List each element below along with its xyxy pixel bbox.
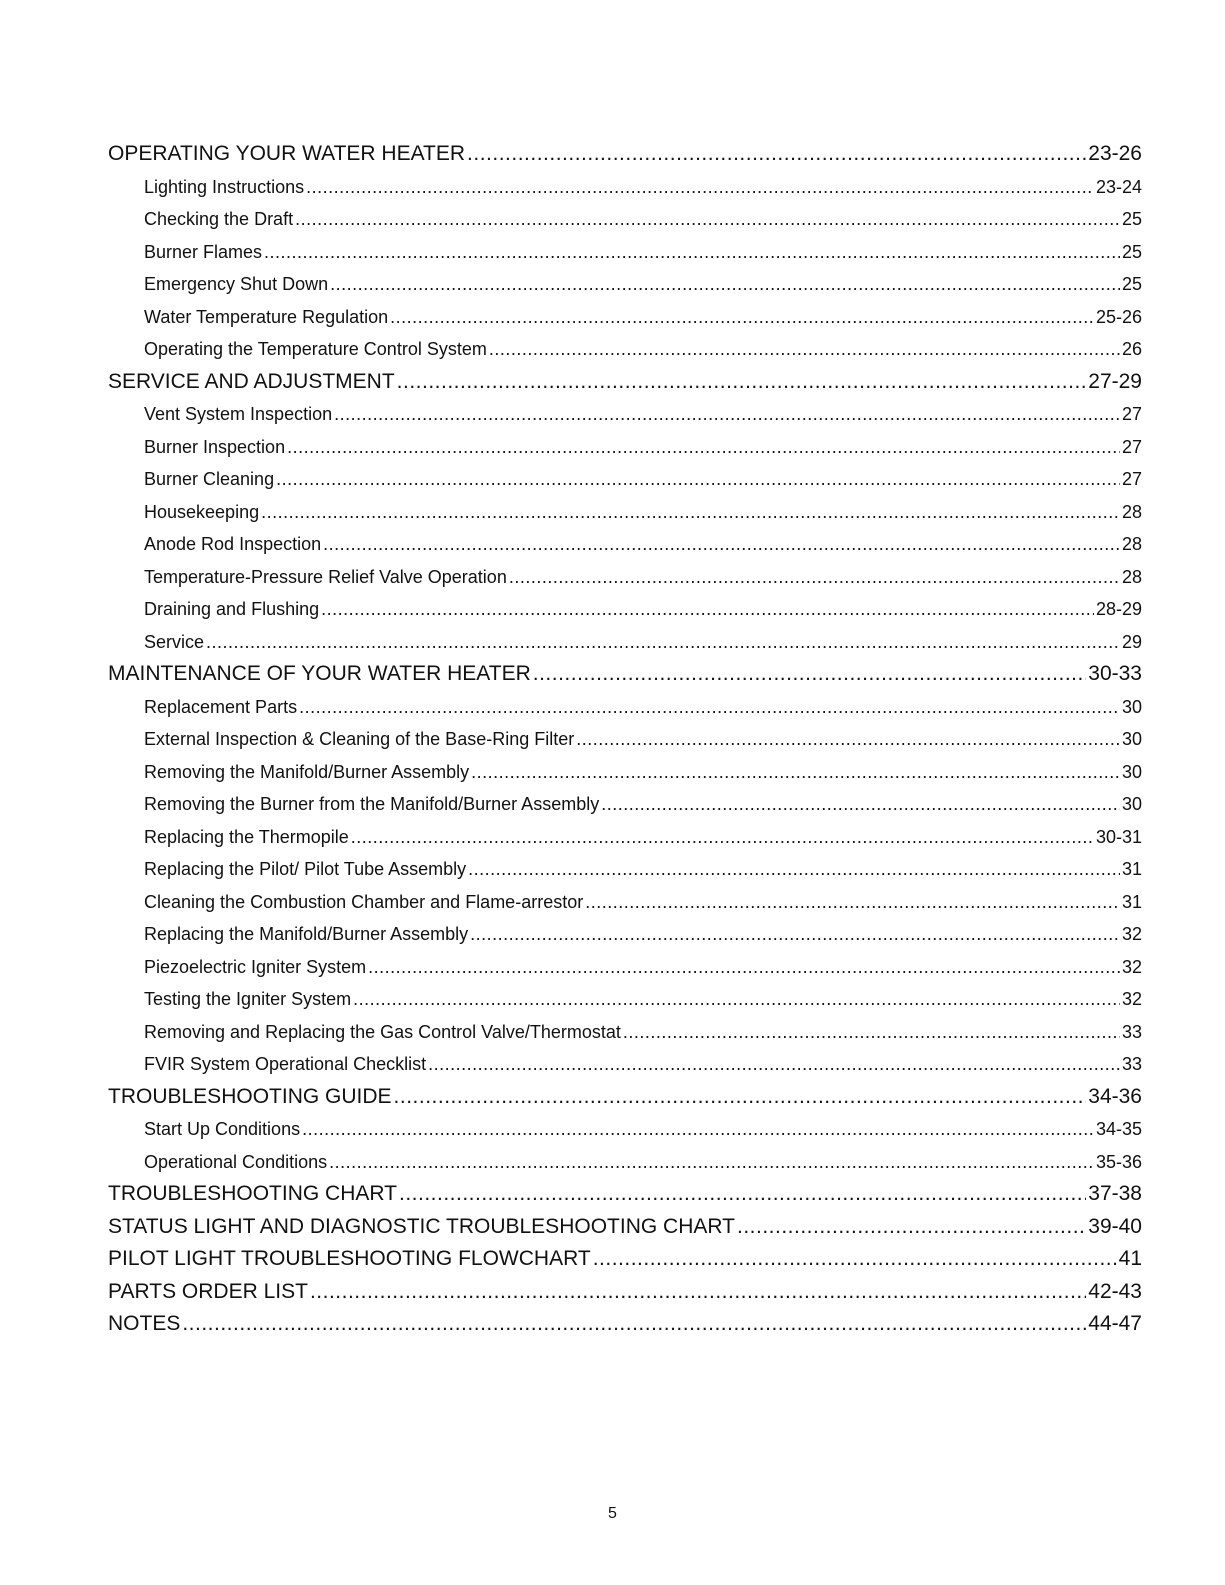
toc-subsection-entry (108, 1113, 1142, 1146)
dot-leader (310, 1276, 1086, 1309)
toc-subsection-entry (108, 171, 1142, 204)
dot-leader (601, 788, 1120, 821)
dot-leader (299, 691, 1120, 724)
dot-leader (623, 1016, 1120, 1049)
toc-entry-page: 25 (1121, 241, 1142, 262)
dot-leader (261, 496, 1120, 529)
toc-subsection-entry (108, 886, 1142, 919)
toc-entry-page: 33 (1121, 1054, 1142, 1074)
dot-leader (428, 1048, 1120, 1081)
toc-subsection-entry (108, 626, 1142, 659)
toc-section-entry (108, 1178, 1142, 1211)
toc-entry-page: 30 (1121, 794, 1142, 814)
toc-entry-title: Burner Flames (144, 241, 263, 262)
toc-entry-title: Checking the Draft (144, 209, 294, 229)
dot-leader (368, 951, 1120, 984)
dot-leader (509, 561, 1120, 594)
toc-entry-title: External Inspection & Cleaning of the Base-Ring Filter (144, 729, 575, 749)
toc-entry-title: Housekeeping (144, 501, 260, 522)
toc-entry-title: STATUS LIGHT AND DIAGNOSTIC TROUBLESHOOTING CHART (108, 1214, 735, 1238)
toc-entry-title: Emergency Shut Down (144, 274, 329, 294)
dot-leader (329, 1146, 1094, 1179)
toc-entry-page: 26 (1121, 339, 1142, 359)
toc-subsection-entry (108, 983, 1142, 1016)
toc-entry-title: Removing the Manifold/Burner Assembly (144, 761, 470, 782)
dot-leader (390, 301, 1094, 334)
dot-leader (264, 236, 1120, 269)
toc-section-entry (108, 1211, 1142, 1244)
toc-section-entry (108, 1308, 1142, 1341)
toc-subsection-entry (108, 756, 1142, 789)
toc-entry-page: 25 (1121, 209, 1142, 229)
toc-entry-page: 33 (1121, 1021, 1142, 1042)
toc-section-entry (108, 658, 1142, 691)
toc-entry-title: NOTES (108, 1312, 181, 1335)
toc-entry-page: 34-35 (1095, 1119, 1142, 1139)
toc-subsection-entry (108, 236, 1142, 269)
toc-entry-page: 23-26 (1088, 142, 1142, 165)
toc-entry-title: Anode Rod Inspection (144, 534, 322, 554)
toc-subsection-entry (108, 691, 1142, 724)
toc-entry-page: 27 (1121, 404, 1142, 424)
dot-leader (287, 431, 1120, 464)
toc-entry-title: FVIR System Operational Checklist (144, 1054, 427, 1074)
toc-entry-page: 30 (1121, 696, 1142, 717)
dot-leader (397, 366, 1087, 399)
toc-entry-page: 28-29 (1095, 599, 1142, 619)
toc-entry-page: 32 (1121, 924, 1142, 944)
toc-subsection-entry (108, 593, 1142, 626)
toc-entry-page: 29 (1121, 631, 1142, 652)
toc-subsection-entry (108, 268, 1142, 301)
toc-entry-title: Burner Cleaning (144, 469, 275, 489)
toc-entry-page: 27 (1121, 469, 1142, 489)
dot-leader (334, 398, 1120, 431)
toc-entry-page: 35-36 (1095, 1151, 1142, 1172)
toc-subsection-entry (108, 1016, 1142, 1049)
toc-subsection-entry (108, 723, 1142, 756)
toc-subsection-entry (108, 788, 1142, 821)
toc-subsection-entry (108, 561, 1142, 594)
toc-subsection-entry (108, 496, 1142, 529)
dot-leader (470, 918, 1120, 951)
toc-entry-title: SERVICE AND ADJUSTMENT (108, 369, 395, 393)
dot-leader (323, 528, 1120, 561)
toc-entry-page: 30-31 (1095, 826, 1142, 847)
toc-entry-title: PARTS ORDER LIST (108, 1279, 308, 1303)
toc-subsection-entry (108, 853, 1142, 886)
toc-subsection-entry (108, 918, 1142, 951)
dot-leader (468, 853, 1120, 886)
toc-subsection-entry (108, 528, 1142, 561)
toc-entry-page: 44-47 (1088, 1312, 1142, 1335)
toc-section-entry (108, 1276, 1142, 1309)
toc-entry-title: Replacing the Manifold/Burner Assembly (144, 924, 469, 944)
toc-subsection-entry (108, 1146, 1142, 1179)
toc-entry-title: TROUBLESHOOTING CHART (108, 1182, 397, 1205)
dot-leader (399, 1178, 1086, 1211)
toc-subsection-entry (108, 398, 1142, 431)
toc-entry-title: MAINTENANCE OF YOUR WATER HEATER (108, 662, 531, 685)
toc-entry-page: 37-38 (1088, 1182, 1142, 1205)
toc-entry-title: Draining and Flushing (144, 599, 320, 619)
toc-entry-page: 30-33 (1088, 662, 1142, 685)
toc-entry-title: Vent System Inspection (144, 404, 333, 424)
toc-subsection-entry (108, 333, 1142, 366)
toc-entry-title: Start Up Conditions (144, 1119, 301, 1139)
toc-entry-page: 23-24 (1095, 176, 1142, 197)
dot-leader (471, 756, 1120, 789)
toc-entry-page: 42-43 (1088, 1279, 1142, 1303)
toc-entry-page: 28 (1121, 501, 1142, 522)
toc-subsection-entry (108, 951, 1142, 984)
dot-leader (737, 1211, 1086, 1244)
toc-entry-title: Service (144, 631, 205, 652)
toc-entry-title: Replacing the Thermopile (144, 826, 349, 847)
toc-entry-page: 32 (1121, 956, 1142, 977)
dot-leader (533, 658, 1087, 691)
toc-entry-page: 27-29 (1088, 369, 1142, 393)
toc-entry-title: OPERATING YOUR WATER HEATER (108, 142, 466, 165)
toc-subsection-entry (108, 463, 1142, 496)
toc-entry-title: Operating the Temperature Control System (144, 339, 487, 359)
toc-section-entry (108, 1081, 1142, 1114)
toc-entry-page: 28 (1121, 566, 1142, 587)
toc-entry-title: Burner Inspection (144, 436, 286, 457)
toc-entry-page: 30 (1121, 761, 1142, 782)
toc-entry-page: 41 (1118, 1247, 1142, 1270)
toc-entry-title: Water Temperature Regulation (144, 306, 389, 327)
toc-entry-page: 28 (1121, 534, 1142, 554)
toc-entry-page: 25-26 (1095, 306, 1142, 327)
toc-entry-page: 39-40 (1088, 1214, 1142, 1238)
dot-leader (489, 333, 1120, 366)
dot-leader (585, 886, 1120, 919)
toc-subsection-entry (108, 1048, 1142, 1081)
toc-entry-title: PILOT LIGHT TROUBLESHOOTING FLOWCHART (108, 1247, 591, 1270)
toc-entry-page: 31 (1121, 859, 1142, 879)
dot-leader (353, 983, 1120, 1016)
dot-leader (593, 1243, 1117, 1276)
toc-section-entry (108, 366, 1142, 399)
toc-entry-title: Temperature-Pressure Relief Valve Operation (144, 566, 507, 587)
toc-entry-title: Operational Conditions (144, 1151, 328, 1172)
dot-leader (394, 1081, 1087, 1114)
toc-entry-page: 31 (1121, 891, 1142, 912)
toc-entry-page: 34-36 (1088, 1084, 1142, 1108)
toc-entry-page: 30 (1121, 729, 1142, 749)
dot-leader (351, 821, 1094, 854)
toc-entry-title: TROUBLESHOOTING GUIDE (108, 1084, 392, 1108)
dot-leader (467, 138, 1086, 171)
dot-leader (302, 1113, 1094, 1146)
toc-subsection-entry (108, 431, 1142, 464)
dot-leader (306, 171, 1094, 204)
dot-leader (276, 463, 1120, 496)
toc-entry-title: Lighting Instructions (144, 176, 305, 197)
toc-entry-title: Testing the Igniter System (144, 989, 352, 1009)
page-number: 5 (608, 1505, 617, 1522)
dot-leader (206, 626, 1120, 659)
toc-entry-page: 32 (1121, 989, 1142, 1009)
dot-leader (295, 203, 1120, 236)
table-of-contents (108, 138, 1142, 1341)
toc-section-entry (108, 1243, 1142, 1276)
toc-entry-title: Replacing the Pilot/ Pilot Tube Assembly (144, 859, 467, 879)
dot-leader (182, 1308, 1086, 1341)
toc-subsection-entry (108, 203, 1142, 236)
toc-entry-title: Removing the Burner from the Manifold/Burner Assembly (144, 794, 600, 814)
toc-entry-page: 27 (1121, 436, 1142, 457)
toc-entry-title: Removing and Replacing the Gas Control Valve/Thermostat (144, 1021, 621, 1042)
toc-entry-title: Replacement Parts (144, 696, 298, 717)
toc-subsection-entry (108, 301, 1142, 334)
toc-entry-title: Cleaning the Combustion Chamber and Flame-arrestor (144, 891, 584, 912)
toc-entry-page: 25 (1121, 274, 1142, 294)
dot-leader (321, 593, 1094, 626)
toc-section-entry (108, 138, 1142, 171)
dot-leader (576, 723, 1120, 756)
toc-subsection-entry (108, 821, 1142, 854)
toc-entry-title: Piezoelectric Igniter System (144, 956, 367, 977)
dot-leader (330, 268, 1120, 301)
